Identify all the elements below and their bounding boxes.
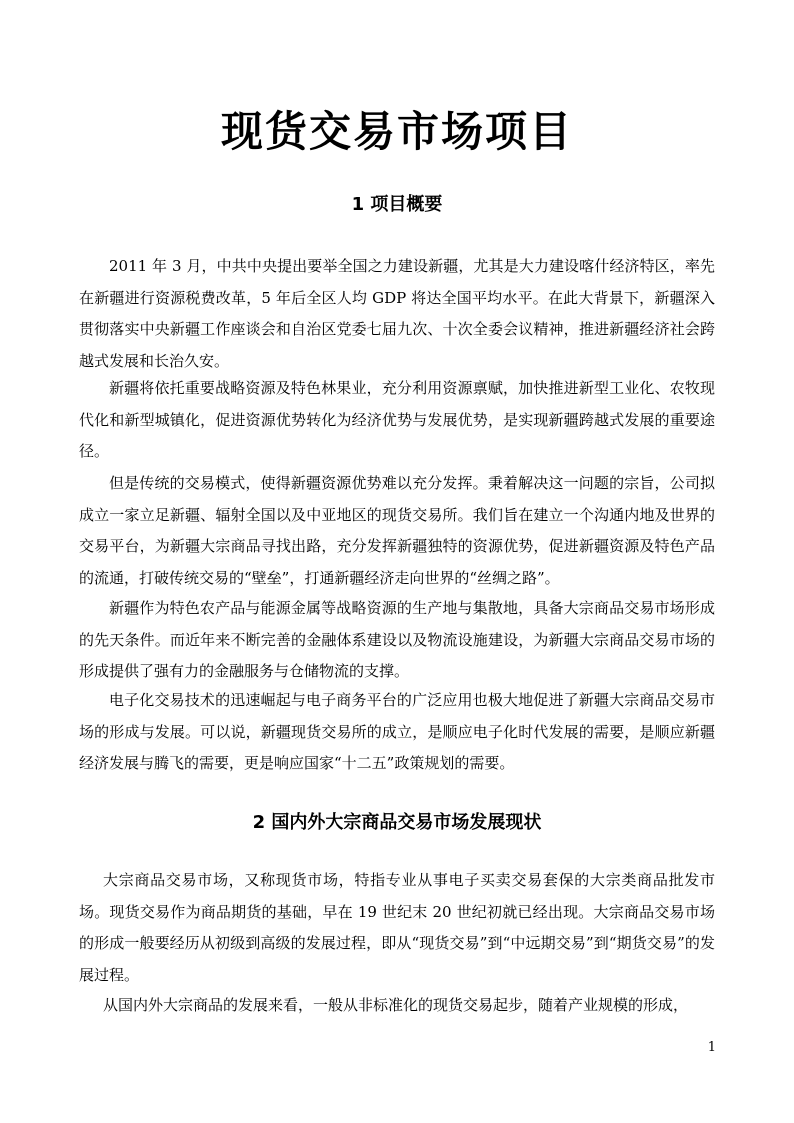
page-number: 1 [707,1040,716,1055]
paragraph: 新疆作为特色农产品与能源金属等战略资源的生产地与集散地，具备大宗商品交易市场形成的先天条件。而近年来不断完善的金融体系建设以及物流设施建设，为新疆大宗商品交易市场的形成提供了强有力的金融服务与仓储物流的支撑。 [79,599,715,681]
paragraph: 2011 年 3 月，中共中央提出要举全国之力建设新疆，尤其是大力建设喀什经济特区，率先在新疆进行资源税费改革，5 年后全区人均 GDP 将达全国平均水平。在此大背景下，新疆深入贯彻落实中央新疆工作座谈会和自治区党委七届九次、十次全委会议精神，推进新疆经济社会跨越式发展和长治久安。 [79,257,715,370]
document-title: 现货交易市场项目 [220,107,573,156]
section-heading-overview: 1 项目概要 [351,194,443,215]
paragraph: 大宗商品交易市场，又称现货市场，特指专业从事电子买卖交易套保的大宗类商品批发市场。现货交易作为商品期货的基础，早在 19 世纪末 20 世纪初就已经出现。大宗商品交易市场的形成一般要经历从初级到高级的发展过程，即从“现货交易”到“中远期交易”到“期货交易”的发展过程。 [79,871,715,984]
paragraph: 电子化交易技术的迅速崛起与电子商务平台的广泛应用也极大地促进了新疆大宗商品交易市场的形成与发展。可以说，新疆现货交易所的成立，是顺应电子化时代发展的需要，是顺应新疆经济发展与腾飞的需要，更是响应国家“十二五”政策规划的需要。 [79,691,715,773]
paragraph: 新疆将依托重要战略资源及特色林果业，充分利用资源禀赋，加快推进新型工业化、农牧现代化和新型城镇化，促进资源优势转化为经济优势与发展优势，是实现新疆跨越式发展的重要途径。 [79,379,715,461]
paragraph: 从国内外大宗商品的发展来看，一般从非标准化的现货交易起步，随着产业规模的形成， [103,996,689,1014]
paragraph: 但是传统的交易模式，使得新疆资源优势难以充分发挥。秉着解决这一问题的宗旨，公司拟成立一家立足新疆、辐射全国以及中亚地区的现货交易所。我们旨在建立一个沟通内地及世界的交易平台，为新疆大宗商品寻找出路，充分发挥新疆独特的资源优势，促进新疆资源及特色产品的流通，打破传统交易的“壁垒”，打通新疆经济走向世界的“丝绸之路”。 [79,474,715,587]
section-heading-market-status: 2 国内外大宗商品交易市场发展现状 [252,812,542,833]
